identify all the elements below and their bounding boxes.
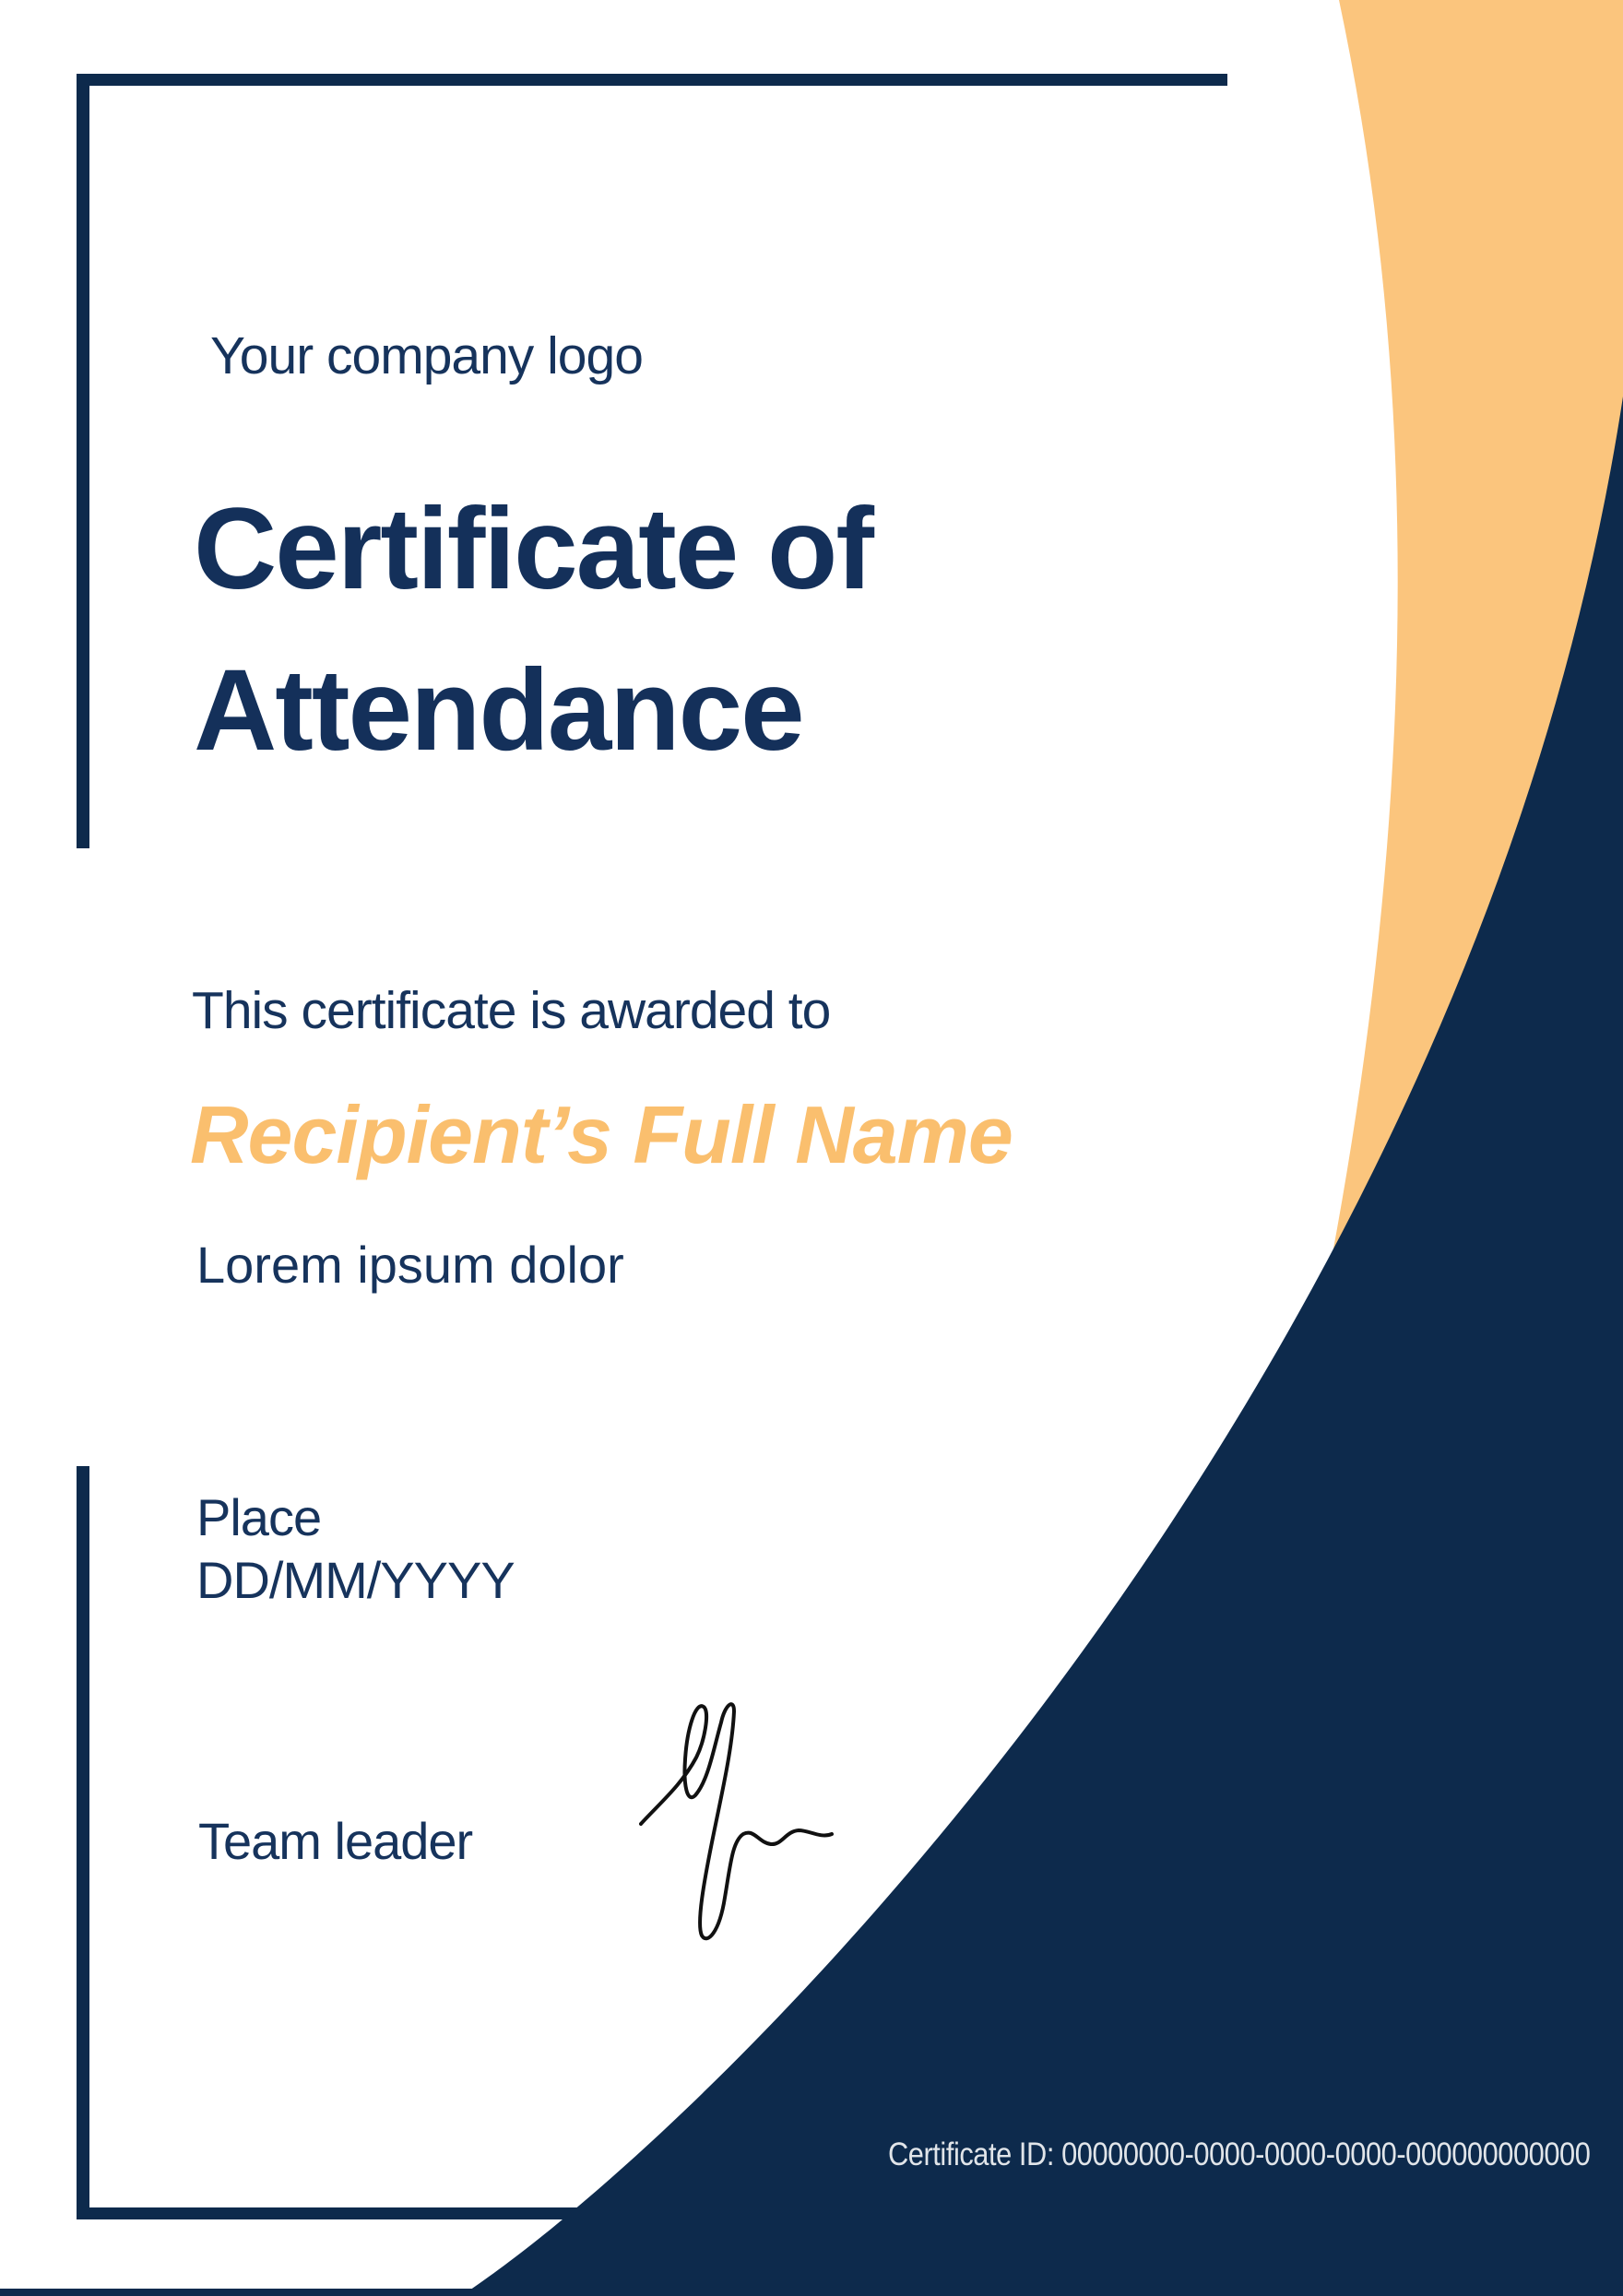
recipient-description: Lorem ipsum dolor [196,1236,624,1294]
certificate-title-line1: Certificate of [194,485,873,613]
signer-role-text: Team leader [198,1812,473,1870]
place-date-block [196,1486,515,1612]
place-text: Place [196,1488,322,1546]
recipient-name: Recipient’s Full Name [190,1089,1013,1180]
certificate-id-label: Certificate ID: [888,2136,1054,2172]
signature [639,1686,844,1951]
date-text: DD/MM/YYYY [196,1551,515,1609]
frame-bottom-horizontal-line [77,2207,1227,2219]
certificate-id-value: 00000000-0000-0000-0000-000000000000 [1061,2136,1591,2172]
company-logo-text: Your company logo [210,326,643,385]
frame-top-horizontal-line [77,74,1227,86]
certificate-title [194,468,872,791]
bottom-edge-bar [0,2289,1623,2296]
certificate-id-line [888,2136,1590,2174]
frame-bottom-vertical-line [77,1466,89,2219]
frame-top-vertical-line [77,74,89,848]
signature-stroke [641,1704,832,1938]
certificate-title-line2: Attendance [194,646,803,775]
awarded-intro-text: This certificate is awarded to [192,981,831,1040]
